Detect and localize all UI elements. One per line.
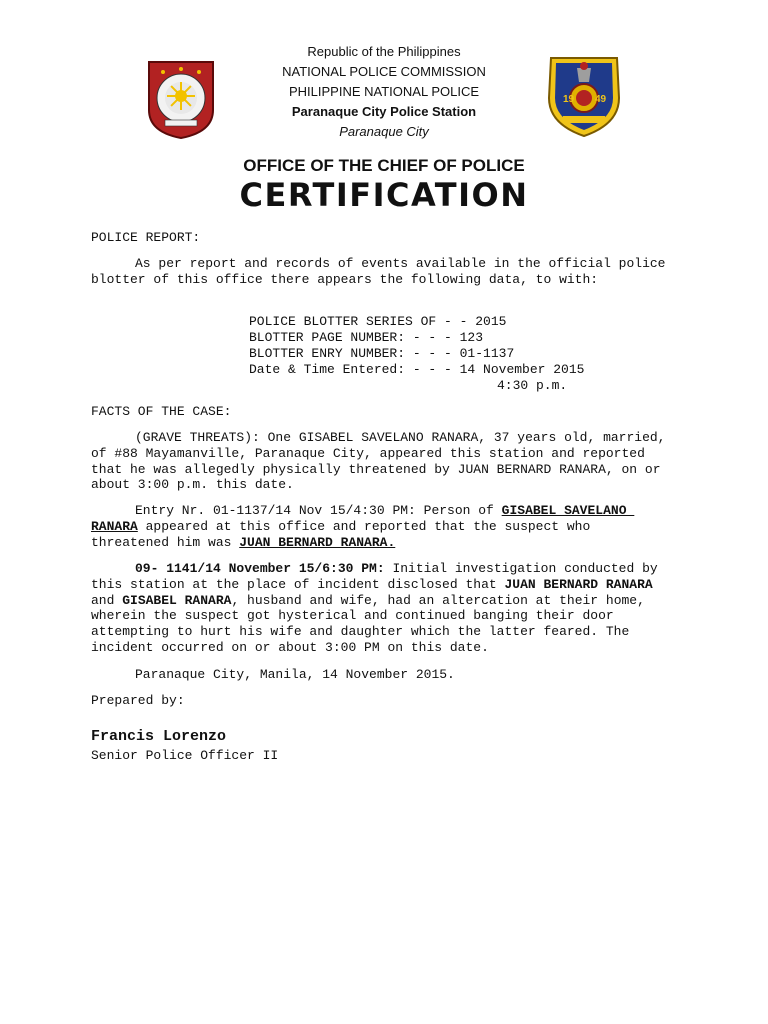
office-title: OFFICE OF THE CHIEF OF POLICE xyxy=(243,156,525,175)
place-date: Paranaque City, Manila, 14 November 2015. xyxy=(135,667,455,682)
badge-year-left: 19 xyxy=(563,94,575,105)
badge-year-right: 49 xyxy=(595,94,607,105)
blotter-page: BLOTTER PAGE NUMBER: - - - 123 xyxy=(249,330,484,345)
name-gisabel: GISABEL SAVELANO RANARA xyxy=(91,503,635,534)
facts-paragraph-2: Entry Nr. 01-1137/14 Nov 15/4:30 PM: Person of GISABEL SAVELANO RANARA appeared at this office and reported that the suspect who threatened him was JUAN BERNARD RANARA. xyxy=(91,503,635,550)
facts-paragraph-3: 09- 1141/14 November 15/6:30 PM: Initial investigation conducted by this station at the place of incident disclosed that JUAN BERNARD RANARA and GISABEL RANARA, husband and wife, had an altercation at their home, wherein the suspect got hysterical and continued banging their door attempting to hurt his wife and daughter which the latter feared. The incident occurred on or about 3:00 PM on this date. xyxy=(91,561,666,655)
signatory-name: Francis Lorenzo xyxy=(91,728,227,745)
document-title: CERTIFICATION xyxy=(239,176,529,214)
facts-label: FACTS OF THE CASE: xyxy=(91,404,232,419)
police-report-label: POLICE REPORT: xyxy=(91,230,201,245)
header-napolcom: NATIONAL POLICE COMMISSION xyxy=(282,64,486,79)
header-republic: Republic of the Philippines xyxy=(307,44,461,59)
header-station: Paranaque City Police Station xyxy=(291,104,477,119)
facts-paragraph-1: (GRAVE THREATS): One GISABEL SAVELANO RANARA, 37 years old, married, of #88 Mayamanville, Paranaque City, appeared this station and reported that he was allegedly physically threatened by JUAN BERNARD RANARA, on or about 3:00 p.m. this date. xyxy=(91,430,674,493)
blotter-entry: BLOTTER ENRY NUMBER: - - - 01-1137 xyxy=(249,346,515,361)
name-juan: JUAN BERNARD RANARA. xyxy=(239,534,396,550)
intro-paragraph: As per report and records of events available in the official police blotter of this office there appears the following data, to with: xyxy=(91,256,674,287)
prepared-by-label: Prepared by: xyxy=(91,693,185,708)
blotter-time: 4:30 p.m. xyxy=(497,378,568,393)
signatory-title: Senior Police Officer II xyxy=(91,748,279,763)
blotter-date-time: Date & Time Entered: - - - 14 November 2015 xyxy=(249,362,585,377)
header-city: Paranaque City xyxy=(339,124,429,139)
header-pnp: PHILIPPINE NATIONAL POLICE xyxy=(289,84,479,99)
blotter-series: POLICE BLOTTER SERIES OF - - 2015 xyxy=(249,314,507,329)
